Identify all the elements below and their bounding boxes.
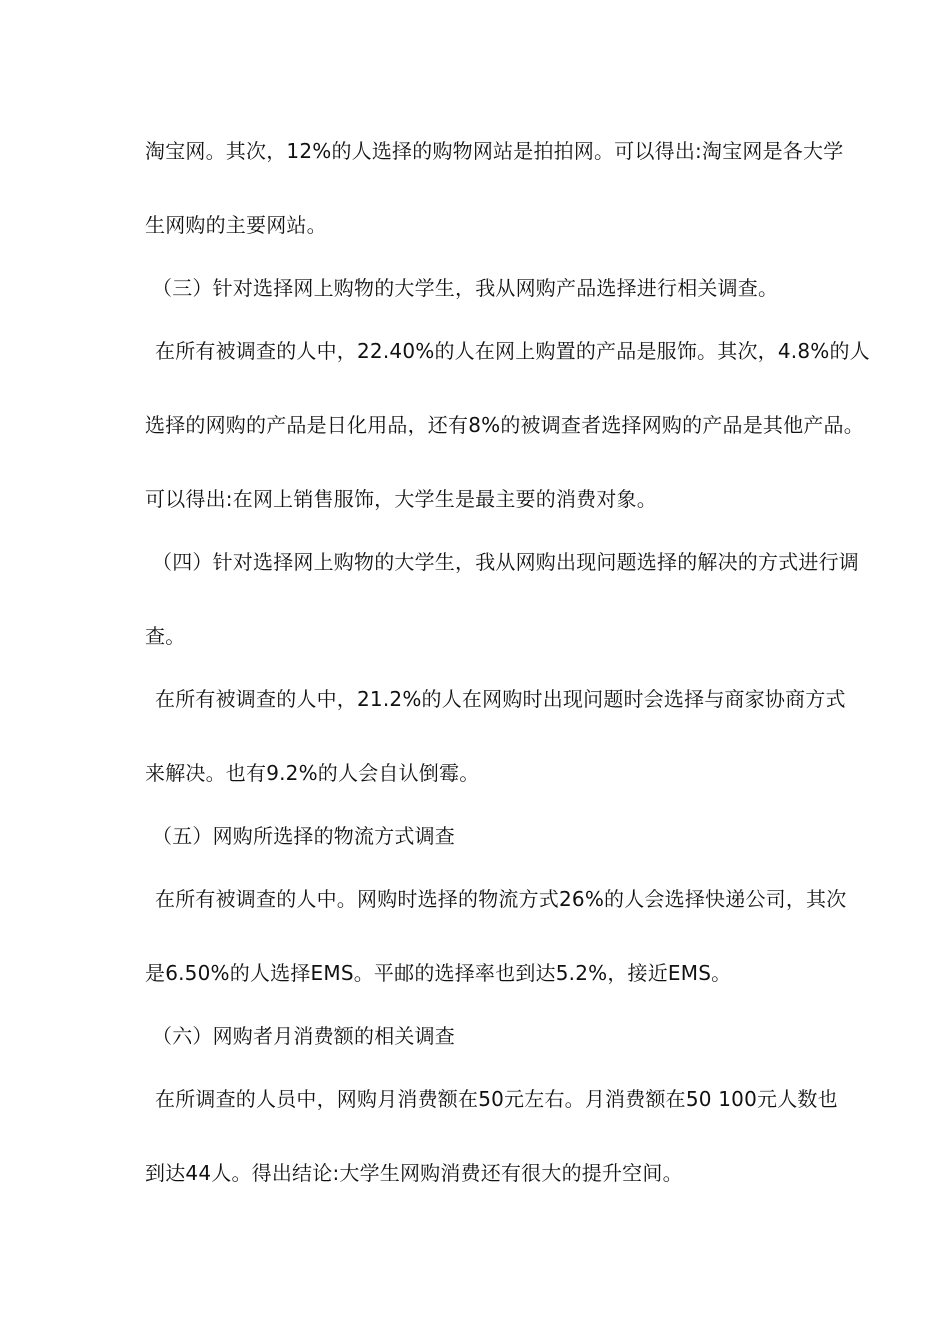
paragraph-line: 在所有被调查的人中，21.2%的人在网购时出现问题时会选择与商家协商方式 xyxy=(155,687,846,711)
paragraph-line: 到达44人。得出结论:大学生网购消费还有很大的提升空间。 xyxy=(145,1161,683,1185)
paragraph-line: 在所有被调查的人中，22.40%的人在网上购置的产品是服饰。其次，4.8%的人 xyxy=(155,339,870,363)
section-heading: （三）针对选择网上购物的大学生，我从网购产品选择进行相关调查。 xyxy=(152,276,779,300)
paragraph-line: 选择的网购的产品是日化用品，还有8%的被调查者选择网购的产品是其他产品。 xyxy=(145,413,864,437)
paragraph-line: 来解决。也有9.2%的人会自认倒霉。 xyxy=(145,761,480,785)
paragraph-line: 可以得出:在网上销售服饰，大学生是最主要的消费对象。 xyxy=(145,487,657,511)
paragraph-line: 在所调查的人员中，网购月消费额在50元左右。月消费额在50 100元人数也 xyxy=(155,1087,838,1111)
paragraph-line: 是6.50%的人选择EMS。平邮的选择率也到达5.2%，接近EMS。 xyxy=(145,961,732,985)
section-heading: （四）针对选择网上购物的大学生，我从网购出现问题选择的解决的方式进行调 xyxy=(152,550,859,574)
paragraph-line: 查。 xyxy=(145,624,186,648)
paragraph-line: 在所有被调查的人中。网购时选择的物流方式26%的人会选择快递公司，其次 xyxy=(155,887,847,911)
section-heading: （五）网购所选择的物流方式调查 xyxy=(152,824,455,848)
section-heading: （六）网购者月消费额的相关调查 xyxy=(152,1024,455,1048)
paragraph-line: 淘宝网。其次，12%的人选择的购物网站是拍拍网。可以得出:淘宝网是各大学 xyxy=(145,139,844,163)
paragraph-line: 生网购的主要网站。 xyxy=(145,213,327,237)
